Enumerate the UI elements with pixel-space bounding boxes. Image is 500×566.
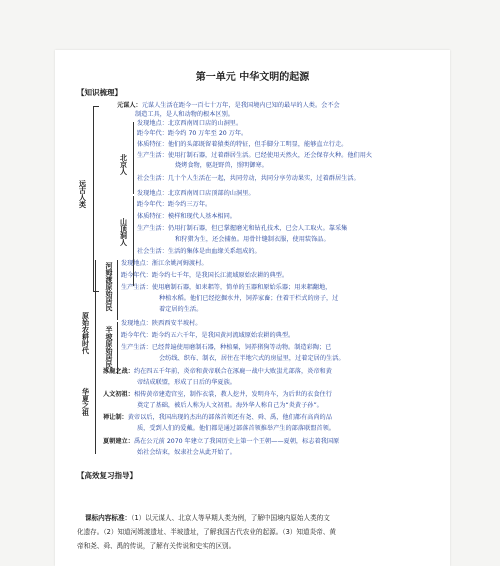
guide-req-label: 课标内容标准： — [85, 514, 132, 522]
section-heading-guide: 【高效复习指导】 — [77, 471, 137, 480]
shanding-line-4: 生产生活：仍用打制石器，但已掌握磨光和钻孔技术，已会人工取火。靠采集 — [137, 225, 348, 232]
hemudu-line-5: 着定居的生活。 — [159, 306, 203, 313]
beijing-line-6: 社会生活：几十个人生活在一起，共同劳动，共同分享劳动果实，过着群居生活。 — [137, 175, 360, 182]
bracket-banpo — [117, 322, 118, 374]
renwen-label: 人文初祖： — [103, 391, 134, 398]
xiachao-row-1 — [103, 438, 339, 446]
label-ancient-humans: 远古人类 — [78, 180, 87, 208]
bracket-hemudu — [117, 260, 118, 320]
page-title: 第一单元 中华文明的起源 — [195, 72, 310, 83]
label-upper-cave-man: 山顶洞人 — [119, 218, 128, 246]
xiachao-label: 夏朝建立： — [103, 438, 134, 445]
bracket-ancient — [93, 106, 94, 291]
renwen-text-2: 奠定了基础，被后人称为人文初祖。海外华人称自己为“炎黄子孙”。 — [137, 402, 323, 409]
xiachao-text-1: 禹在公元前 2070 年建立了我国历史上第一个王朝——夏朝，标志着我国原 — [133, 438, 340, 445]
shanrang-text-1: 黄帝以后，我国出现的杰出的部落首领还有尧、舜、禹，他们都有高尚的品 — [127, 414, 332, 421]
beijing-line-3: 体质特征：他们的头部既留着猿类的特征，但手脚分工明显，能够直立行走。 — [137, 141, 348, 148]
shanding-line-1: 发现地点：北京西南周口店顶部的山洞里。 — [137, 190, 255, 197]
banpo-line-2: 距今年代：距今约五六千年，是我国黄河流域原始农耕的典型。 — [121, 332, 295, 339]
yuanmou-label: 元谋人： — [117, 102, 142, 109]
label-primitive-farming: 原始农耕时代 — [81, 312, 90, 354]
beijing-line-2: 距今年代：距今约 70 万年至 20 万年。 — [137, 130, 248, 137]
hemudu-line-2: 距今年代：距今约七千年，是我国长江流域原始农耕的典型。 — [121, 272, 289, 279]
guide-paragraph — [85, 512, 430, 525]
bracket-tick — [93, 106, 99, 107]
shanrang-row-1 — [103, 414, 332, 422]
banpo-line-1: 发现地点：陕西西安半坡村。 — [121, 320, 202, 327]
xiachao-text-2: 始社会结束，奴隶社会从此开始了。 — [137, 449, 236, 456]
guide-text-3: 帝和尧、舜、禹的传说，了解有关传说和史实的区别。 — [77, 542, 236, 550]
beijing-line-4: 生产生活：使用打制石器，过着群居生活。已经使用天然火，还会保存火种。他们用火 — [137, 152, 373, 159]
label-beijing-man: 北京人 — [119, 154, 128, 175]
label-hemudu: 河姆渡原始居民 — [105, 262, 113, 311]
zhuolu-label: 涿鹿之战： — [103, 368, 134, 375]
bracket-beijing — [133, 122, 134, 194]
beijing-line-5: 烧烤食物，驱赶野兽，照明御寒。 — [175, 162, 268, 169]
yuanmou-text-1: 元谋人生活在距今一百七十万年，是我国境内已知的最早的人类。会不会 — [141, 102, 340, 109]
shanrang-text-2: 质，受到人们的爱戴。他们都是通过部落首领推举产生的部落联盟首领。 — [137, 425, 335, 432]
guide-text-1: （1）以元谋人、北京人等早期人类为例，了解中国境内原始人类的文 — [131, 514, 330, 522]
shanrang-label: 禅让制： — [103, 414, 128, 421]
hemudu-line-4: 种植水稻。他们已经挖掘水井，饲养家畜；住着干栏式的房子，过 — [159, 295, 339, 302]
label-huaxia-ancestors: 华夏之祖 — [81, 388, 90, 416]
yuanmou-row-1 — [117, 102, 340, 110]
renwen-text-1: 相传黄帝建造宫室，制作衣裳，教人挖井，发明舟车，为后世的衣食住行 — [133, 391, 332, 398]
section-heading-knowledge: 【知识梳理】 — [77, 88, 122, 97]
banpo-line-4: 会纺线、织布、制衣，居住在半地穴式的房屋里，过着定居的生活。 — [159, 355, 345, 362]
shanding-line-6: 社会生活：生活的集体是由血缘关系组成的。 — [137, 248, 261, 255]
zhuolu-text-2: 帝结成联盟，形成了日后的华夏族。 — [137, 379, 236, 386]
document-page — [55, 50, 450, 566]
hemudu-line-1: 发现地点：浙江余姚河姆渡村。 — [121, 260, 208, 267]
zhuolu-row-1 — [103, 368, 332, 376]
shanding-line-3: 体质特征：模样和现代人基本相同。 — [137, 213, 236, 220]
beijing-line-1: 发现地点：北京西南周口店的山洞里。 — [137, 120, 243, 127]
banpo-line-3: 生产生活：已经普遍使用磨制石器，种植粟，饲养猪狗等动物。制造彩陶；已 — [121, 344, 332, 351]
bracket-huaxia — [95, 368, 96, 454]
hemudu-line-3: 生产生活：使用磨制石器，如耒耜等，简单的玉器和原始乐器；用耒耜翻地， — [121, 284, 332, 291]
guide-text-2: 化遗存。（2）知道河姆渡遗址、半坡遗址，了解我国古代农业的起源。（3）知道炎帝、黄 — [77, 528, 336, 536]
bracket-tick — [93, 291, 99, 292]
yuanmou-text-2: 制造工具，是人和动物的根本区别。 — [135, 111, 234, 118]
shanding-line-5: 和狩猎为生，还会捕鱼。用骨针缝制衣服，使用装饰品。 — [175, 236, 330, 243]
zhuolu-text-1: 约在四五千年前，炎帝和黄帝联合在涿鹿一战中大败蚩尤部落，炎帝和黄 — [133, 368, 332, 375]
shanding-line-2: 距今年代：距今约三万年。 — [137, 201, 212, 208]
renwen-row-1 — [103, 391, 332, 399]
label-banpo: 半坡原始居民 — [105, 326, 113, 368]
